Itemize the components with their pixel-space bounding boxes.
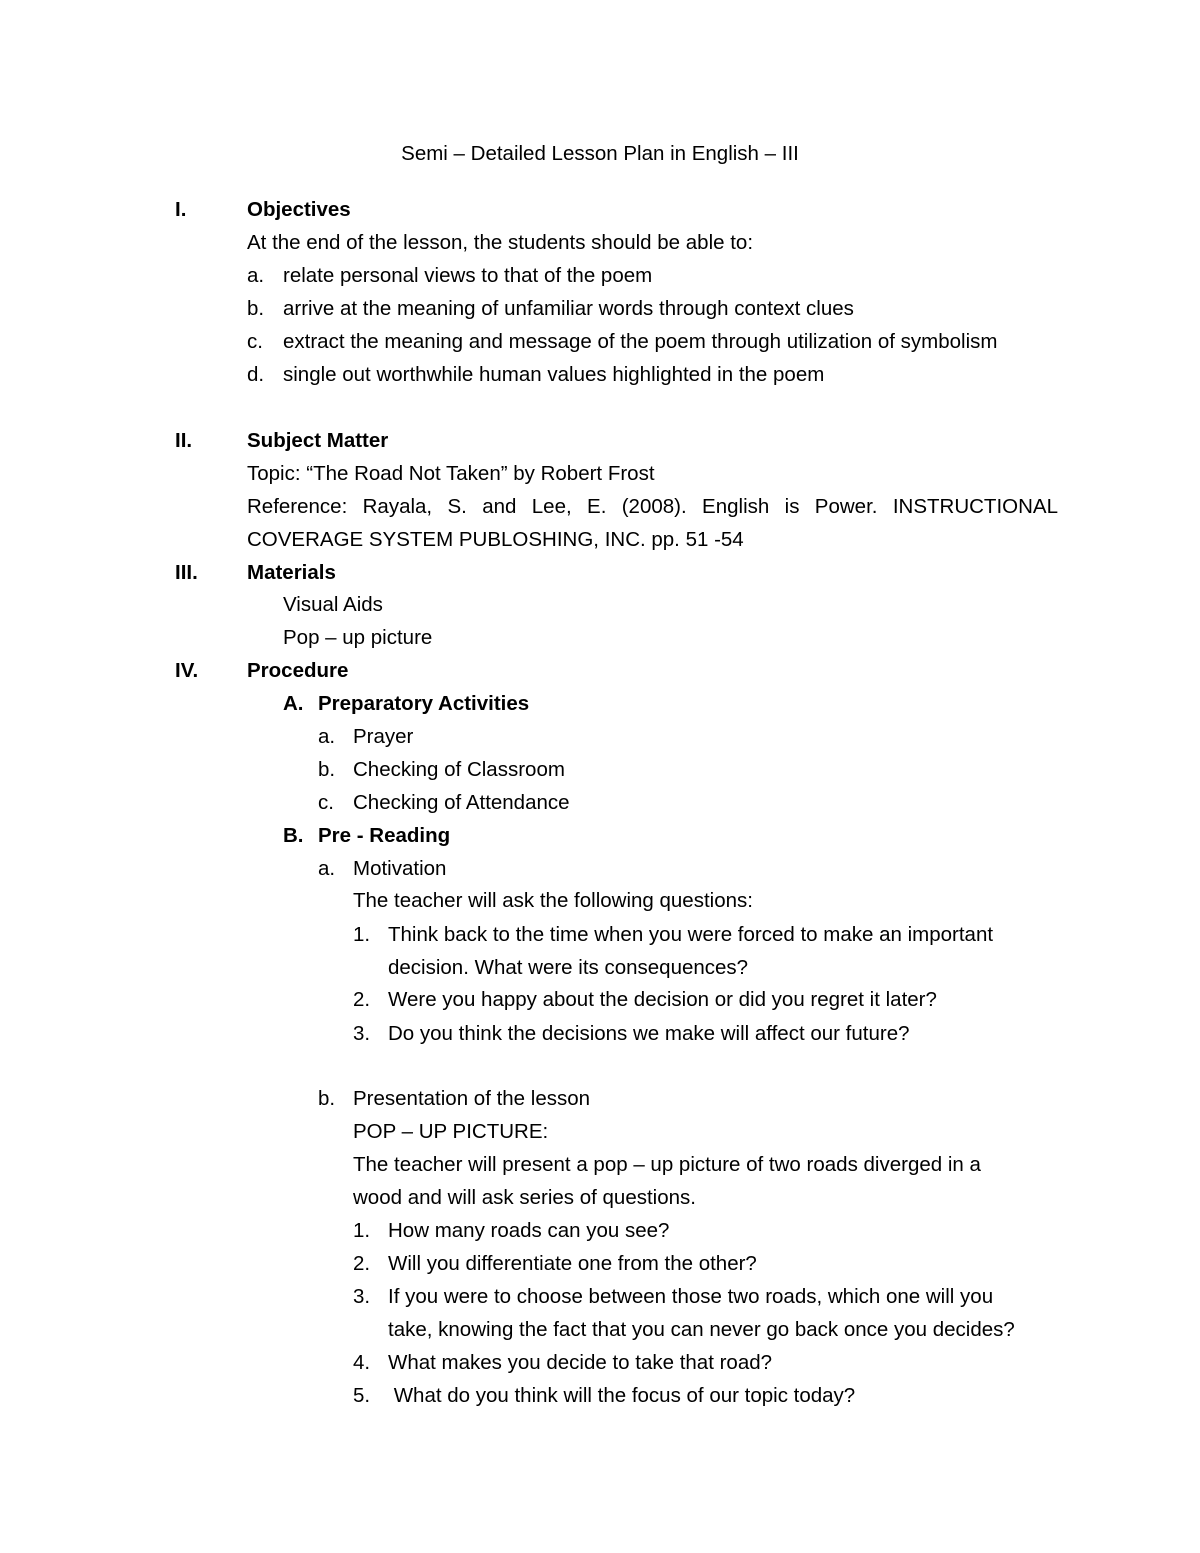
objectives-intro: At the end of the lesson, the students should be able to: <box>247 231 754 254</box>
motivation-marker: a. <box>318 857 336 880</box>
section-numeral-objectives: I. <box>175 198 187 221</box>
question-text: If you were to choose between those two roads, which one will you <box>388 1285 994 1308</box>
presentation-label: Presentation of the lesson <box>353 1087 591 1110</box>
objective-marker: c. <box>247 330 263 353</box>
presentation-intro: wood and will ask series of questions. <box>353 1186 696 1209</box>
subject-reference-line-1 <box>247 494 1058 520</box>
reference-word: is <box>784 495 800 518</box>
presentation-marker: b. <box>318 1087 336 1110</box>
question-text: take, knowing the fact that you can never go back once you decides? <box>388 1318 1015 1341</box>
reference-word: INSTRUCTIONAL <box>892 495 1058 518</box>
preparatory-marker: b. <box>318 758 336 781</box>
reference-word: Reference: <box>247 495 348 518</box>
preparatory-item: Checking of Attendance <box>353 791 570 814</box>
question-marker: 3. <box>353 1285 371 1308</box>
question-marker: 1. <box>353 923 371 946</box>
section-numeral-materials: III. <box>175 561 198 584</box>
question-marker: 2. <box>353 1252 371 1275</box>
question-text: Think back to the time when you were forced to make an important <box>388 923 994 946</box>
objective-marker: a. <box>247 264 265 287</box>
section-numeral-procedure: IV. <box>175 659 199 682</box>
objective-item: extract the meaning and message of the poem through utilization of symbolism <box>283 330 998 353</box>
question-marker: 2. <box>353 988 371 1011</box>
procedure-heading-pre-reading: Pre - Reading <box>318 824 451 847</box>
question-text: Do you think the decisions we make will affect our future? <box>388 1022 910 1045</box>
preparatory-item: Checking of Classroom <box>353 758 565 781</box>
procedure-marker-a: A. <box>283 692 304 715</box>
question-text: Will you differentiate one from the other? <box>388 1252 757 1275</box>
motivation-intro: The teacher will ask the following questions: <box>353 889 753 912</box>
objective-marker: b. <box>247 297 265 320</box>
objective-item: single out worthwhile human values highlighted in the poem <box>283 363 825 386</box>
preparatory-item: Prayer <box>353 725 414 748</box>
presentation-subheading: POP – UP PICTURE: <box>353 1120 549 1143</box>
question-marker: 3. <box>353 1022 371 1045</box>
materials-item: Visual Aids <box>283 593 383 616</box>
question-text: decision. What were its consequences? <box>388 956 749 979</box>
preparatory-marker: c. <box>318 791 334 814</box>
objective-item: relate personal views to that of the poem <box>283 264 653 287</box>
materials-item: Pop – up picture <box>283 626 433 649</box>
objective-marker: d. <box>247 363 265 386</box>
document-title: Semi – Detailed Lesson Plan in English – III <box>401 142 799 165</box>
objective-item: arrive at the meaning of unfamiliar words through context clues <box>283 297 854 320</box>
presentation-intro: The teacher will present a pop – up picture of two roads diverged in a <box>353 1153 981 1176</box>
reference-word: S. <box>447 495 467 518</box>
reference-word: English <box>702 495 770 518</box>
reference-word: E. <box>587 495 607 518</box>
question-text: How many roads can you see? <box>388 1219 670 1242</box>
preparatory-marker: a. <box>318 725 336 748</box>
question-marker: 4. <box>353 1351 371 1374</box>
reference-word: and <box>482 495 517 518</box>
reference-word: Power. <box>814 495 878 518</box>
subject-topic: Topic: “The Road Not Taken” by Robert Frost <box>247 462 655 485</box>
subject-reference-line-2: COVERAGE SYSTEM PUBLOSHING, INC. pp. 51 -54 <box>247 528 744 551</box>
question-text: What makes you decide to take that road? <box>388 1351 773 1374</box>
section-heading-materials: Materials <box>247 561 336 584</box>
question-text: What do you think will the focus of our topic today? <box>388 1384 856 1407</box>
section-heading-objectives: Objectives <box>247 198 351 221</box>
question-marker: 5. <box>353 1384 371 1407</box>
reference-word: Rayala, <box>362 495 433 518</box>
section-numeral-subject-matter: II. <box>175 429 193 452</box>
section-heading-procedure: Procedure <box>247 659 349 682</box>
question-marker: 1. <box>353 1219 371 1242</box>
question-text: Were you happy about the decision or did you regret it later? <box>388 988 937 1011</box>
motivation-label: Motivation <box>353 857 447 880</box>
procedure-marker-b: B. <box>283 824 304 847</box>
section-heading-subject-matter: Subject Matter <box>247 429 389 452</box>
reference-word: Lee, <box>531 495 572 518</box>
procedure-heading-preparatory: Preparatory Activities <box>318 692 530 715</box>
reference-word: (2008). <box>621 495 687 518</box>
